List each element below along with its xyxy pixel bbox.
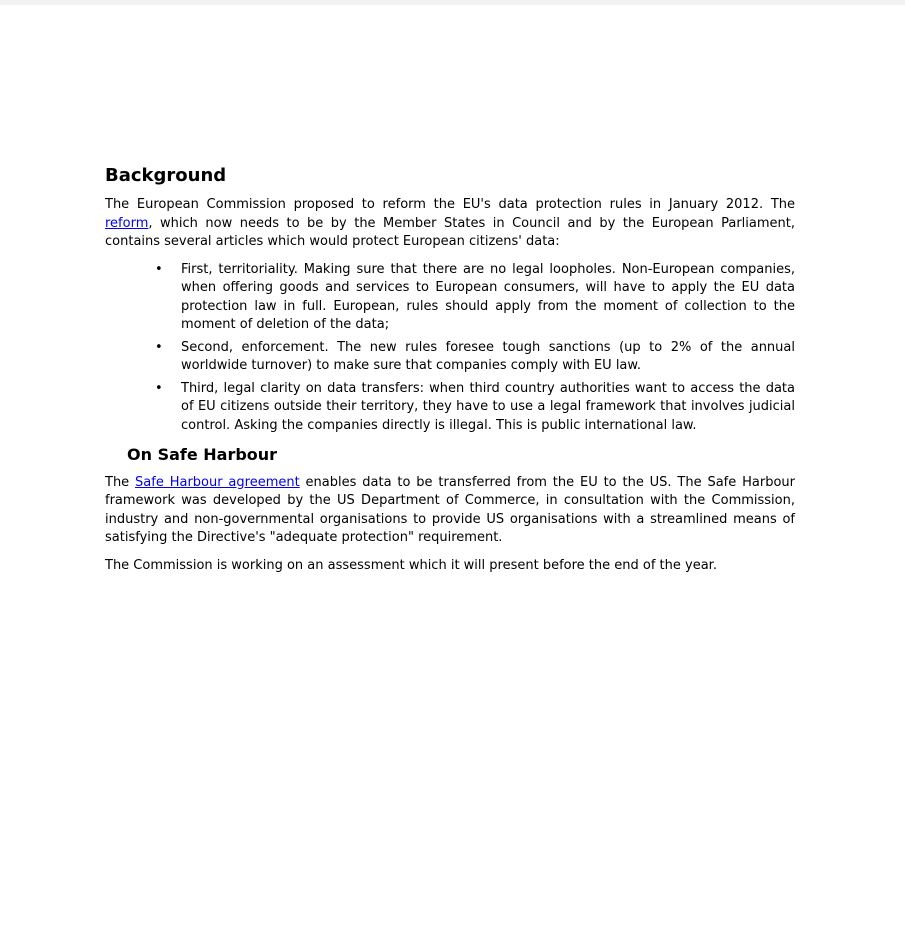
reform-articles-list [105, 261, 795, 436]
commission-assessment-paragraph: The Commission is working on an assessment which it will present before the end of the year. [105, 557, 717, 573]
bullet-icon: • [155, 261, 163, 277]
reform-link[interactable]: reform [105, 215, 149, 231]
top-edge-strip [0, 0, 905, 5]
safe-harbour-agreement-link[interactable]: Safe Harbour agreement [135, 474, 300, 490]
background-heading: Background [105, 165, 227, 186]
safe-harbour-paragraph [105, 474, 795, 548]
list-item-text: Third, legal clarity on data transfers: when third country authorities want to access the data of EU citizens outside their territory, they have to use a legal framework that involves judicial control. Asking the companies directly is illegal. This is public international law. [181, 380, 795, 433]
safe-harbour-heading: On Safe Harbour [127, 445, 278, 464]
safe-harbour-text-before-link: The [105, 474, 136, 490]
list-item-text: First, territoriality. Making sure that there are no legal loopholes. Non-European companies, when offering goods and services to European consumers, will have to apply the EU data protection law in full. European, rules should apply from the moment of collection to the moment of deletion of the data; [181, 261, 795, 332]
list-item [155, 380, 795, 436]
bullet-icon: • [155, 339, 163, 355]
bullet-icon: • [155, 380, 163, 396]
intro-text-before-link: The European Commission proposed to reform the EU's data protection rules in January 2012. The [105, 197, 795, 212]
list-item-text: Second, enforcement. The new rules foresee tough sanctions (up to 2% of the annual worldwide turnover) to make sure that companies comply with EU law. [181, 339, 795, 373]
list-item [155, 339, 795, 376]
safe-harbour-text-after-link: enables data to be transferred from the EU to the US. The Safe Harbour framework was developed by the US Department of Commerce, in consultation with the Commission, industry and non-governmental organisations to provide US organisations with a streamlined means of satisfying the Directive's "adequate protection" requirement. [105, 474, 795, 545]
background-intro-paragraph [105, 196, 795, 252]
intro-text-after-link: , which now needs to be by the Member States in Council and by the European Parliament, contains several articles which would protect European citizens' data: [105, 215, 795, 249]
list-item [155, 261, 795, 335]
document-content [105, 164, 795, 584]
